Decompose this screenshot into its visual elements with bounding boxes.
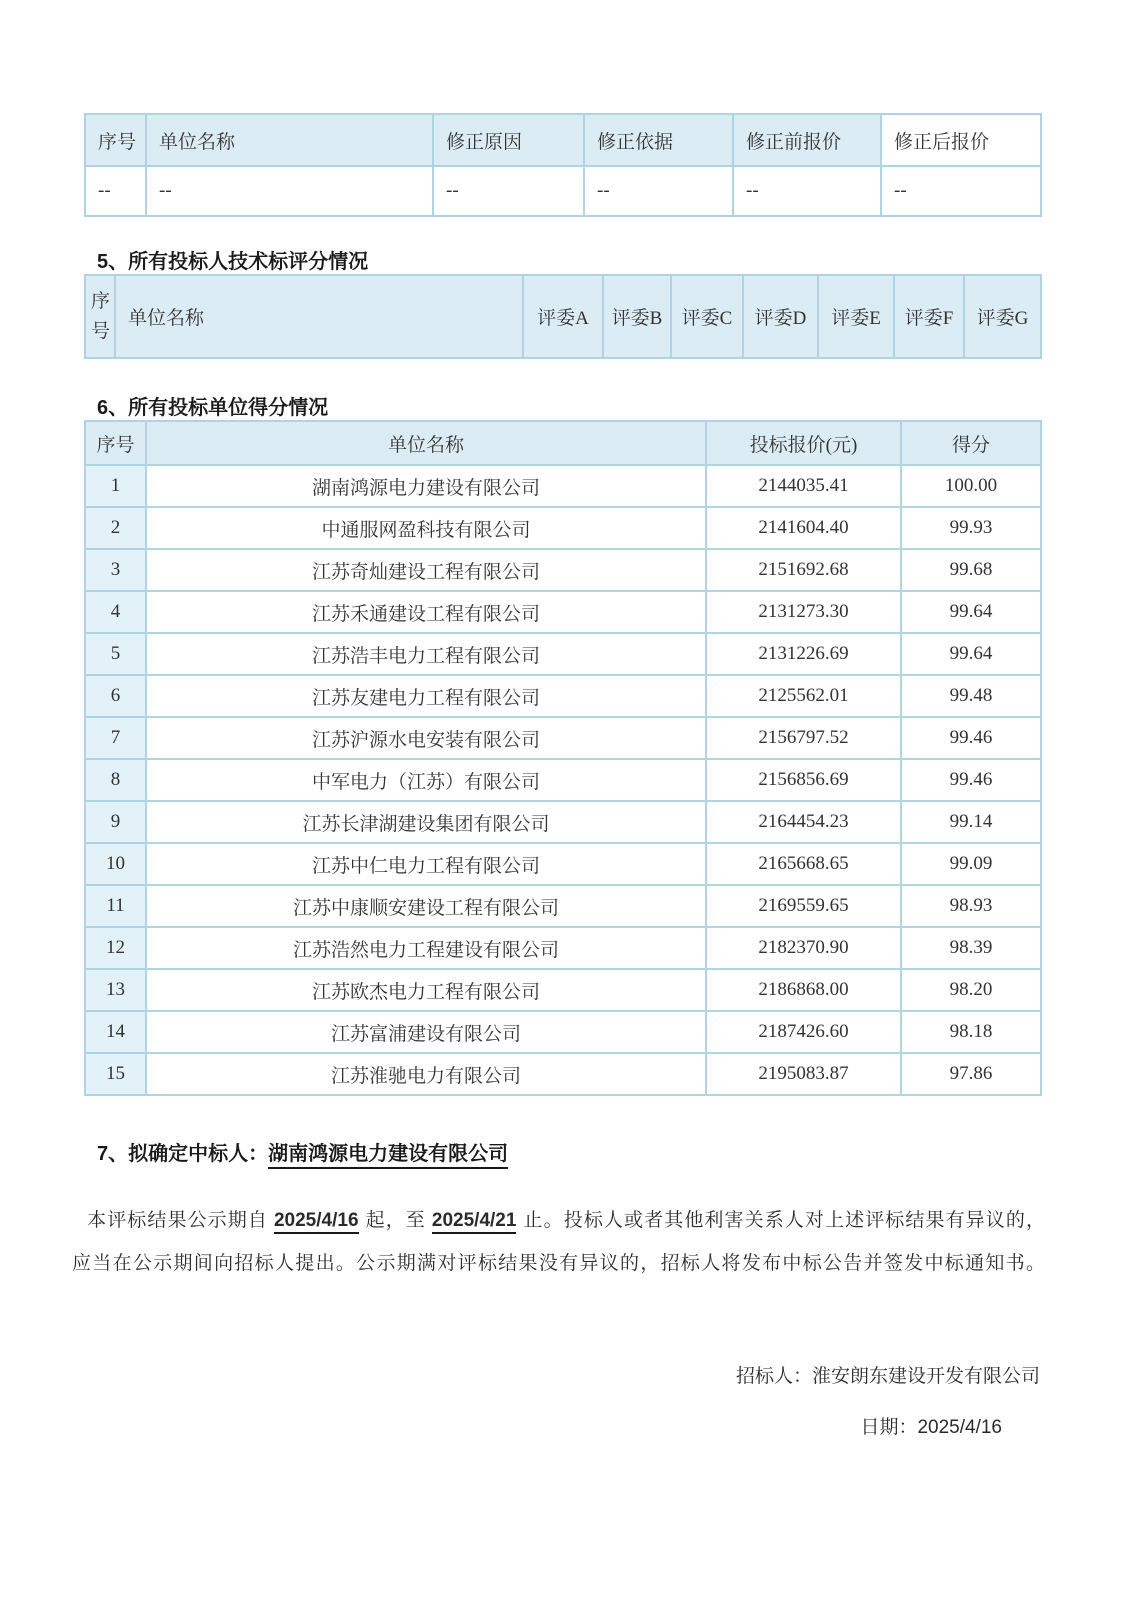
price-cell: 2187426.60 [706,1011,901,1053]
correction-header-row [85,114,1041,166]
rank-cell: 3 [85,549,146,591]
score-cell: 98.18 [901,1011,1041,1053]
column-header: 评委C [671,275,743,358]
notice-start-date: 2025/4/16 [274,1210,359,1234]
rank-cell: 15 [85,1053,146,1095]
table-row [85,1053,1041,1095]
company-cell: 中军电力（江苏）有限公司 [146,759,706,801]
rank-cell: 2 [85,507,146,549]
column-header: 修正依据 [584,114,733,166]
rank-cell: 9 [85,801,146,843]
winner-label: 7、拟确定中标人： [97,1143,269,1165]
price-cell: 2186868.00 [706,969,901,1011]
company-cell: 江苏淮驰电力有限公司 [146,1053,706,1095]
signature-block [84,1361,1040,1439]
score-cell: 99.64 [901,591,1041,633]
empty-cell: -- [146,166,433,216]
price-cell: 2144035.41 [706,465,901,507]
column-header: 单位名称 [146,114,433,166]
table-row [85,507,1041,549]
date-value: 2025/4/16 [917,1417,1002,1438]
table-row [85,885,1041,927]
table-row [85,843,1041,885]
price-cell: 2141604.40 [706,507,901,549]
column-header: 序号 [85,114,146,166]
score-cell: 100.00 [901,465,1041,507]
score-cell: 99.14 [901,801,1041,843]
rank-cell: 5 [85,633,146,675]
score-cell: 99.48 [901,675,1041,717]
company-cell: 江苏中康顺安建设工程有限公司 [146,885,706,927]
table-row [85,549,1041,591]
company-cell: 江苏禾通建设工程有限公司 [146,591,706,633]
company-cell: 江苏奇灿建设工程有限公司 [146,549,706,591]
company-cell: 江苏友建电力工程有限公司 [146,675,706,717]
score-header-row [85,421,1041,465]
notice-end-date: 2025/4/21 [432,1210,517,1234]
winner-name: 湖南鸿源电力建设有限公司 [268,1143,508,1169]
date-label: 日期： [860,1417,918,1438]
column-header: 单位名称 [146,421,706,465]
company-cell: 江苏沪源水电安装有限公司 [146,717,706,759]
score-cell: 98.39 [901,927,1041,969]
company-cell: 江苏中仁电力工程有限公司 [146,843,706,885]
price-cell: 2125562.01 [706,675,901,717]
column-header: 单位名称 [115,275,523,358]
score-cell: 99.93 [901,507,1041,549]
price-cell: 2165668.65 [706,843,901,885]
rank-cell: 6 [85,675,146,717]
table-row [85,969,1041,1011]
company-cell: 江苏浩丰电力工程有限公司 [146,633,706,675]
empty-cell: -- [584,166,733,216]
column-header: 评委B [603,275,671,358]
price-cell: 2195083.87 [706,1053,901,1095]
table-row [85,633,1041,675]
correction-empty-row [85,166,1041,216]
column-header: 评委D [743,275,818,358]
price-cell: 2156797.52 [706,717,901,759]
empty-cell: -- [881,166,1041,216]
score-cell: 99.46 [901,759,1041,801]
rank-cell: 1 [85,465,146,507]
column-header: 序号 [85,421,146,465]
company-cell: 江苏欧杰电力工程有限公司 [146,969,706,1011]
section-heading-unit-scores: 6、所有投标单位得分情况 [97,397,329,419]
notice-line-1 [72,1199,1045,1242]
table-row [85,801,1041,843]
column-header: 得分 [901,421,1041,465]
column-header: 投标报价(元) [706,421,901,465]
column-header: 评委F [894,275,964,358]
price-cell: 2131226.69 [706,633,901,675]
notice-line-2: 应当在公示期间向招标人提出。公示期满对评标结果没有异议的，招标人将发布中标公告并签发中标通知书。 [72,1253,1045,1274]
tech-score-header-row [85,275,1041,358]
price-cell: 2131273.30 [706,591,901,633]
score-cell: 98.20 [901,969,1041,1011]
tenderer-label: 招标人： [735,1366,812,1387]
company-cell: 江苏浩然电力工程建设有限公司 [146,927,706,969]
column-header: 修正前报价 [733,114,881,166]
notice-text: 起，至 [364,1210,426,1231]
section-heading-winner [97,1137,1040,1166]
empty-cell: -- [733,166,881,216]
rank-cell: 13 [85,969,146,1011]
column-header: 评委G [964,275,1041,358]
rank-cell: 12 [85,927,146,969]
tenderer-line [84,1361,1040,1388]
document-page [72,0,1045,1439]
company-cell: 中通服网盈科技有限公司 [146,507,706,549]
notice-text: 止。投标人或者其他利害关系人对上述评标结果有异议的， [522,1210,1045,1231]
rank-cell: 8 [85,759,146,801]
public-notice-paragraph [72,1199,1045,1285]
price-cell: 2151692.68 [706,549,901,591]
score-cell: 99.68 [901,549,1041,591]
tenderer-name: 淮安朗东建设开发有限公司 [811,1366,1040,1387]
score-cell: 97.86 [901,1053,1041,1095]
column-header: 序号 [85,275,115,358]
table-row [85,1011,1041,1053]
correction-table [84,113,1042,217]
table-row [85,465,1041,507]
notice-text: 本评标结果公示期自 [86,1210,268,1231]
table-row [85,717,1041,759]
rank-cell: 11 [85,885,146,927]
price-cell: 2156856.69 [706,759,901,801]
tech-score-table [84,274,1042,359]
score-cell: 98.93 [901,885,1041,927]
table-row [85,675,1041,717]
price-cell: 2164454.23 [706,801,901,843]
price-cell: 2169559.65 [706,885,901,927]
company-cell: 江苏富浦建设有限公司 [146,1011,706,1053]
table-row [85,927,1041,969]
score-cell: 99.46 [901,717,1041,759]
column-header: 修正后报价 [881,114,1041,166]
score-table [84,420,1042,1096]
empty-cell: -- [85,166,146,216]
table-row [85,591,1041,633]
date-line [84,1412,1040,1439]
score-cell: 99.64 [901,633,1041,675]
column-header: 评委A [523,275,603,358]
score-cell: 99.09 [901,843,1041,885]
company-cell: 湖南鸿源电力建设有限公司 [146,465,706,507]
column-header: 修正原因 [433,114,584,166]
section-heading-tech-scores: 5、所有投标人技术标评分情况 [97,251,369,273]
rank-cell: 4 [85,591,146,633]
company-cell: 江苏长津湖建设集团有限公司 [146,801,706,843]
rank-cell: 10 [85,843,146,885]
rank-cell: 14 [85,1011,146,1053]
price-cell: 2182370.90 [706,927,901,969]
empty-cell: -- [433,166,584,216]
column-header: 评委E [818,275,894,358]
table-row [85,759,1041,801]
rank-cell: 7 [85,717,146,759]
